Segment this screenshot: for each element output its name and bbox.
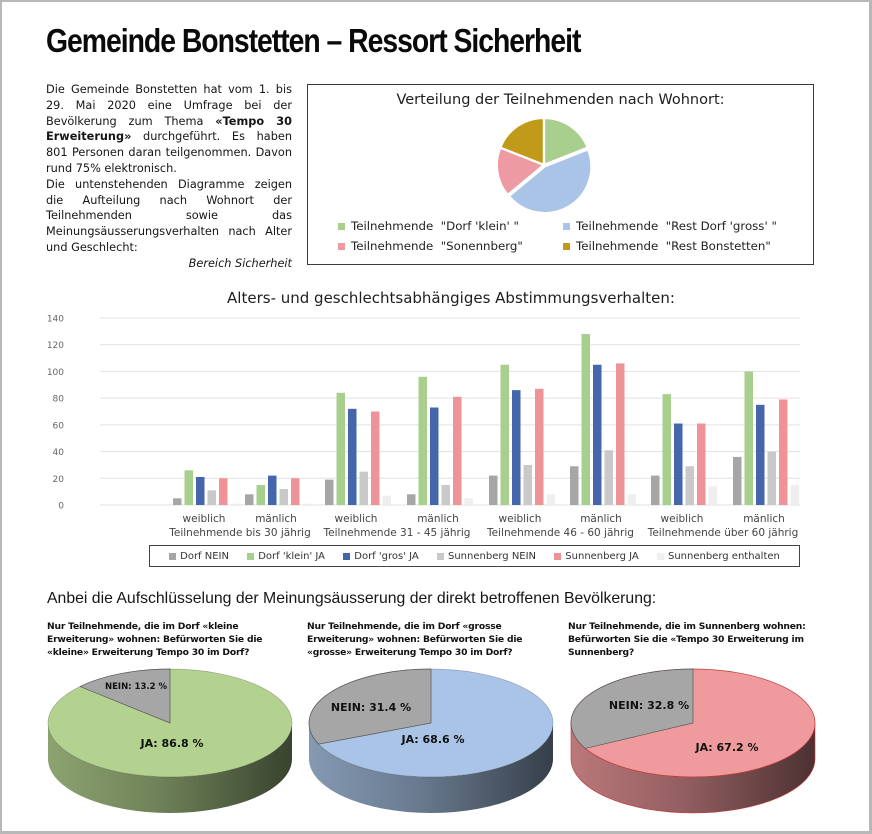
nein-label: NEIN: 31.4 % (330, 701, 412, 714)
legend-label: Sunnenberg NEIN (448, 550, 537, 562)
legend-item-sunnenberg-ja (554, 551, 638, 562)
bar (185, 470, 194, 505)
intro-paragraph-1b: durchgeführt. Es haben 801 Personen daran teilgenommen. Davon rund 75% elektronisch. (46, 130, 292, 175)
bar (616, 363, 625, 505)
x-category-label: weiblich (498, 513, 542, 525)
bar (442, 485, 451, 505)
x-group-label: Teilnehmende 46 - 60 jährig (487, 527, 634, 539)
voting-bar-chart (30, 305, 810, 545)
legend-swatch (437, 553, 444, 560)
bar (768, 452, 777, 505)
ja-label: JA: 68.6 % (401, 733, 465, 746)
bar (419, 377, 428, 505)
legend-swatch (657, 553, 664, 560)
legend-item-rest-dorf-gross (563, 219, 803, 233)
x-category-label: weiblich (334, 513, 378, 525)
bar (501, 365, 510, 505)
y-tick-label: 0 (58, 501, 64, 512)
bar (303, 504, 312, 505)
bar (360, 472, 369, 505)
legend-swatch (563, 223, 570, 230)
bar (628, 494, 637, 505)
distribution-legend (338, 219, 808, 253)
bar (779, 399, 788, 505)
distribution-chart-title: Verteilung der Teilnehmenden nach Wohnort: (396, 92, 725, 108)
legend-label: Teilnehmende "Rest Bonstetten" (576, 239, 771, 253)
intro-paragraph-2: Die untenstehenden Diagramme zeigen die Aufteilung nach Wohnort der Teilnehmenden sowie das Meinungsäusserungsverhalten nach Alter und Geschlecht: (46, 177, 292, 254)
bar (219, 478, 228, 505)
legend-swatch (338, 223, 345, 230)
question-sunnenberg: Nur Teilnehmende, die im Sunnenberg wohnen: Befürworten Sie die «Tempo 30 Erweiterung im Sunnenberg? (568, 621, 806, 659)
intro-topic: «Tempo 30 Erweiterung» (46, 114, 293, 144)
intro-text (46, 82, 292, 272)
bar (686, 466, 695, 505)
legend-item-dorf-gros-ja (343, 551, 419, 562)
pie-dorf-gross (305, 665, 557, 825)
legend-swatch (338, 243, 345, 250)
nein-label: NEIN: 32.8 % (608, 699, 690, 712)
legend-label: Teilnehmende "Dorf 'klein' " (351, 219, 519, 233)
x-category-label: mänlich (417, 513, 459, 525)
legend-label: Dorf 'klein' JA (258, 550, 325, 562)
intro-byline: Bereich Sicherheit (188, 256, 292, 270)
y-tick-label: 60 (52, 421, 64, 432)
bar (337, 393, 346, 505)
legend-label: Teilnehmende "Rest Dorf 'gross' " (576, 219, 777, 233)
y-tick-label: 40 (52, 448, 64, 459)
legend-item-dorf-nein (169, 551, 229, 562)
question-dorf-klein: Nur Teilnehmende, die im Dorf «kleine Erweiterung» wohnen: Befürworten Sie die «kleine» Erweiterung Tempo 30 im Dorf? (47, 621, 263, 659)
legend-label: Sunnenberg enthalten (667, 550, 780, 562)
legend-swatch (563, 243, 570, 250)
page-title: Gemeinde Bonstetten – Ressort Sicherheit (46, 22, 581, 59)
legend-swatch (554, 553, 561, 560)
ja-label: JA: 86.8 % (140, 737, 204, 750)
legend-item-sunnenberg-enthalten (657, 551, 780, 562)
bar (697, 424, 706, 505)
distribution-chart (307, 84, 814, 265)
bar (745, 371, 754, 505)
nein-label: NEIN: 13.2 % (104, 682, 168, 692)
legend-item-sonnenberg (338, 239, 563, 253)
bar (291, 478, 300, 505)
x-group-label: Teilnehmende über 60 jährig (647, 527, 799, 539)
bar (582, 334, 591, 505)
y-tick-label: 80 (52, 394, 64, 405)
bar (512, 390, 521, 505)
x-category-label: mänlich (580, 513, 622, 525)
y-tick-label: 20 (52, 474, 64, 485)
legend-swatch (247, 553, 254, 560)
bar (524, 465, 533, 505)
bar (605, 450, 614, 505)
legend-label: Teilnehmende "Sonennberg" (351, 239, 523, 253)
bar (208, 490, 217, 505)
bar (651, 476, 660, 505)
bar (593, 365, 602, 505)
y-tick-label: 100 (46, 367, 64, 378)
x-category-label: mänlich (255, 513, 297, 525)
legend-item-rest-bonstetten (563, 239, 803, 253)
bar (535, 389, 544, 505)
legend-item-sunnenberg-nein (437, 551, 536, 562)
bar (674, 424, 683, 505)
x-group-label: Teilnehmende 31 - 45 jährig (323, 527, 471, 539)
y-tick-label: 140 (46, 314, 64, 325)
bar (489, 476, 498, 505)
bar (173, 498, 182, 505)
legend-label: Sunnenberg JA (565, 550, 639, 562)
bar (709, 486, 718, 505)
bar (430, 407, 439, 505)
bar (245, 494, 254, 505)
bar (348, 409, 357, 505)
bar (325, 480, 334, 505)
legend-label: Dorf NEIN (180, 550, 229, 562)
bar (547, 494, 556, 505)
breakdown-heading: Anbei die Aufschlüsselung der Meinungsäusserung der direkt betroffenen Bevölkerung: (47, 590, 657, 607)
x-category-label: mänlich (743, 513, 785, 525)
bar-chart-title: Alters- und geschlechtsabhängiges Abstimmungsverhalten: (227, 289, 675, 307)
bar (570, 466, 579, 505)
question-dorf-gross: Nur Teilnehmende, die im Dorf «grosse Erweiterung» wohnen: Befürworten Sie die «grosse» Erweiterung Tempo 30 im Dorf? (307, 621, 523, 659)
pie-dorf-klein (44, 665, 296, 825)
bar (465, 498, 474, 505)
y-tick-label: 120 (46, 341, 64, 352)
legend-swatch (169, 553, 176, 560)
bar (280, 489, 289, 505)
bar (733, 457, 742, 505)
x-category-label: weiblich (660, 513, 704, 525)
bar (231, 504, 240, 505)
legend-label: Dorf 'gros' JA (354, 550, 419, 562)
legend-swatch (343, 553, 350, 560)
bar (371, 412, 380, 506)
intro-paragraph-1a: Die Gemeinde Bonstetten hat vom 1. bis 29. Mai 2020 eine Umfrage bei der Bevölkerung zum Thema (46, 83, 292, 128)
distribution-pie (486, 115, 602, 215)
x-group-label: Teilnehmende bis 30 jährig (169, 527, 311, 539)
legend-item-dorf-klein (338, 219, 563, 233)
bar (756, 405, 765, 505)
pie-sunnenberg (567, 665, 819, 825)
bar-chart-legend (149, 545, 800, 567)
bar (268, 476, 277, 505)
bar (196, 477, 205, 505)
bar (453, 397, 462, 505)
bar (407, 494, 416, 505)
bar (257, 485, 266, 505)
bar (663, 394, 672, 505)
ja-label: JA: 67.2 % (695, 741, 759, 754)
x-category-label: weiblich (182, 513, 226, 525)
bar (383, 496, 392, 505)
legend-item-dorf-klein-ja (247, 551, 325, 562)
bar (791, 485, 800, 505)
